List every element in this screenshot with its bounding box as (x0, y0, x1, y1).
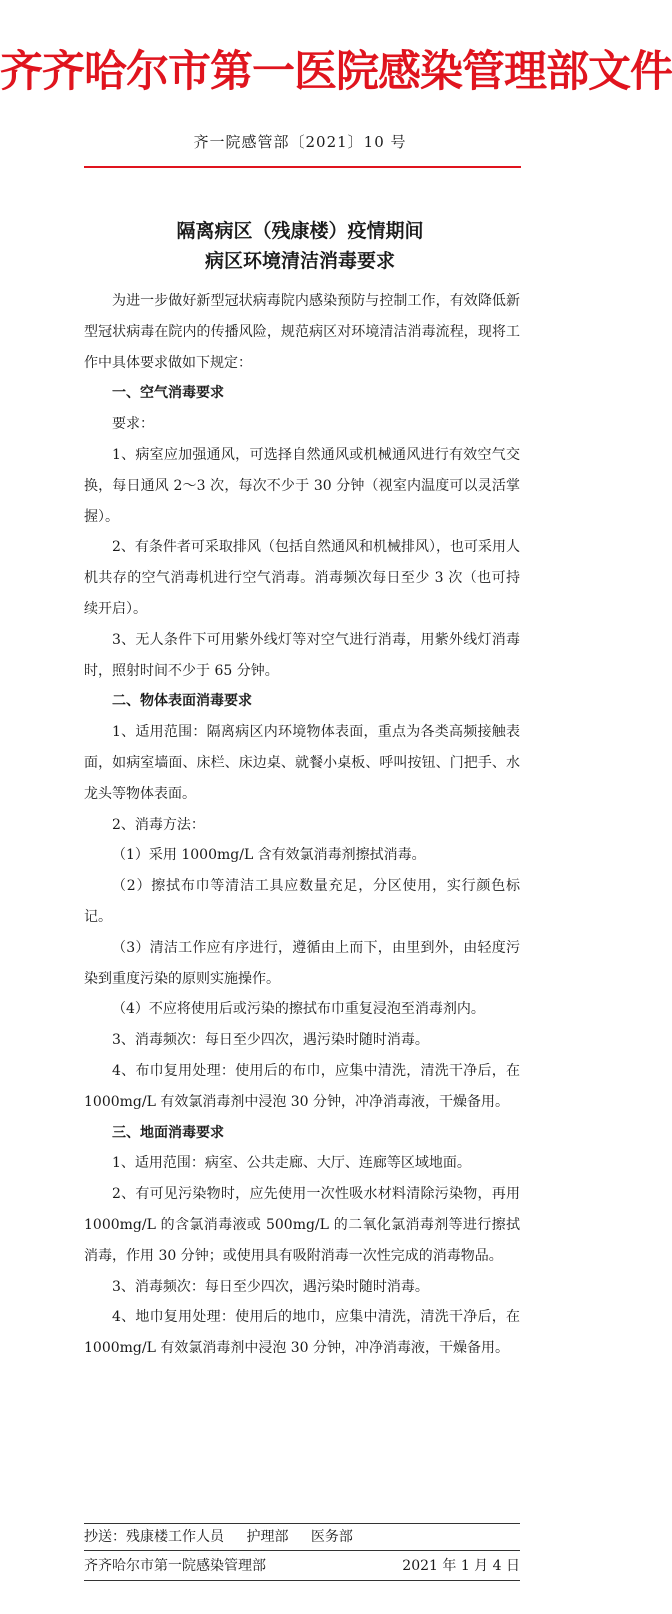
paragraph: 1、适用范围：隔离病区内环境物体表面，重点为各类高频接触表面，如病室墙面、床栏、床边桌、就餐小桌板、呼叫按钮、门把手、水龙头等物体表面。 (84, 724, 520, 802)
document-body (84, 286, 520, 1364)
document-title-line-2: 病区环境清洁消毒要求 (204, 250, 395, 272)
paragraph: （3）清洁工作应有序进行，遵循由上而下，由里到外，由轻度污染到重度污染的原则实施操作。 (84, 939, 520, 987)
paragraph: 2、有条件者可采取排风（包括自然通风和机械排风），也可采用人机共存的空气消毒机进行空气消毒。消毒频次每日至少 3 次（也可持续开启）。 (84, 539, 520, 617)
paragraph: 1、病室应加强通风，可选择自然通风或机械通风进行有效空气交换，每日通风 2～3 次，每次不少于 30 分钟（视室内温度可以灵活掌握）。 (84, 446, 520, 525)
document-title-line-1: 隔离病区（残康楼）疫情期间 (176, 220, 424, 242)
document-number: 齐一院感管部〔2021〕10 号 (193, 133, 407, 151)
issue-date: 2021 年 1 月 4 日 (402, 1558, 520, 1574)
header-red-divider (84, 166, 521, 168)
paragraph: 1、适用范围：病室、公共走廊、大厅、连廊等区域地面。 (112, 1155, 471, 1172)
cc-line (84, 1526, 520, 1548)
paragraph: 3、无人条件下可用紫外线灯等对空气进行消毒，用紫外线灯消毒时，照射时间不少于 65 分钟。 (84, 631, 520, 679)
paragraph: 3、消毒频次：每日至少四次，遇污染时随时消毒。 (112, 1032, 429, 1049)
paragraph: 4、地巾复用处理：使用后的地巾，应集中清洗，清洗干净后，在 1000mg/L 有效氯消毒剂中浸泡 30 分钟，冲净消毒液，干燥备用。 (84, 1309, 520, 1357)
intro-paragraph: 为进一步做好新型冠状病毒院内感染预防与控制工作，有效降低新型冠状病毒在院内的传播风险，规范病区对环境清洁消毒流程，现将工作中具体要求做如下规定： (84, 293, 520, 371)
paragraph: （4）不应将使用后或污染的擦拭布巾重复浸泡至消毒剂内。 (112, 1001, 485, 1018)
paragraph: （2）擦拭布巾等清洁工具应数量充足，分区使用，实行颜色标记。 (84, 878, 520, 925)
paragraph: 3、消毒频次：每日至少四次，遇污染时随时消毒。 (112, 1278, 429, 1295)
cc-label: 抄送：残康楼工作人员 (84, 1529, 224, 1545)
section-heading-air: 一、空气消毒要求 (112, 385, 224, 402)
cc-dept-medical: 医务部 (310, 1529, 353, 1545)
paragraph: 要求： (112, 416, 154, 433)
paragraph: 2、有可见污染物时，应先使用一次性吸水材料清除污染物，再用 1000mg/L 的含氯消毒液或 500mg/L 的二氧化氯消毒剂等进行擦拭消毒，作用 30 分钟；或使用具有吸附消毒一次性完成的消毒物品。 (84, 1186, 520, 1264)
paragraph: 2、消毒方法： (112, 816, 205, 833)
issuer-name: 齐齐哈尔市第一院感染管理部 (84, 1558, 266, 1574)
paragraph: （1）采用 1000mg/L 含有效氯消毒剂擦拭消毒。 (112, 847, 426, 864)
paragraph: 4、布巾复用处理：使用后的布巾，应集中清洗，清洗干净后，在 1000mg/L 有效氯消毒剂中浸泡 30 分钟，冲净消毒液，干燥备用。 (84, 1062, 520, 1110)
footer-divider-bottom (84, 1580, 520, 1581)
section-heading-surface: 二、物体表面消毒要求 (112, 693, 252, 710)
footer-divider-middle (84, 1550, 520, 1551)
cc-dept-nursing: 护理部 (246, 1529, 289, 1545)
issuer-line (84, 1555, 520, 1577)
footer-divider-top (84, 1523, 520, 1524)
section-heading-floor: 三、地面消毒要求 (112, 1124, 224, 1141)
document-org-title: 齐齐哈尔市第一医院感染管理部文件 (0, 47, 672, 97)
